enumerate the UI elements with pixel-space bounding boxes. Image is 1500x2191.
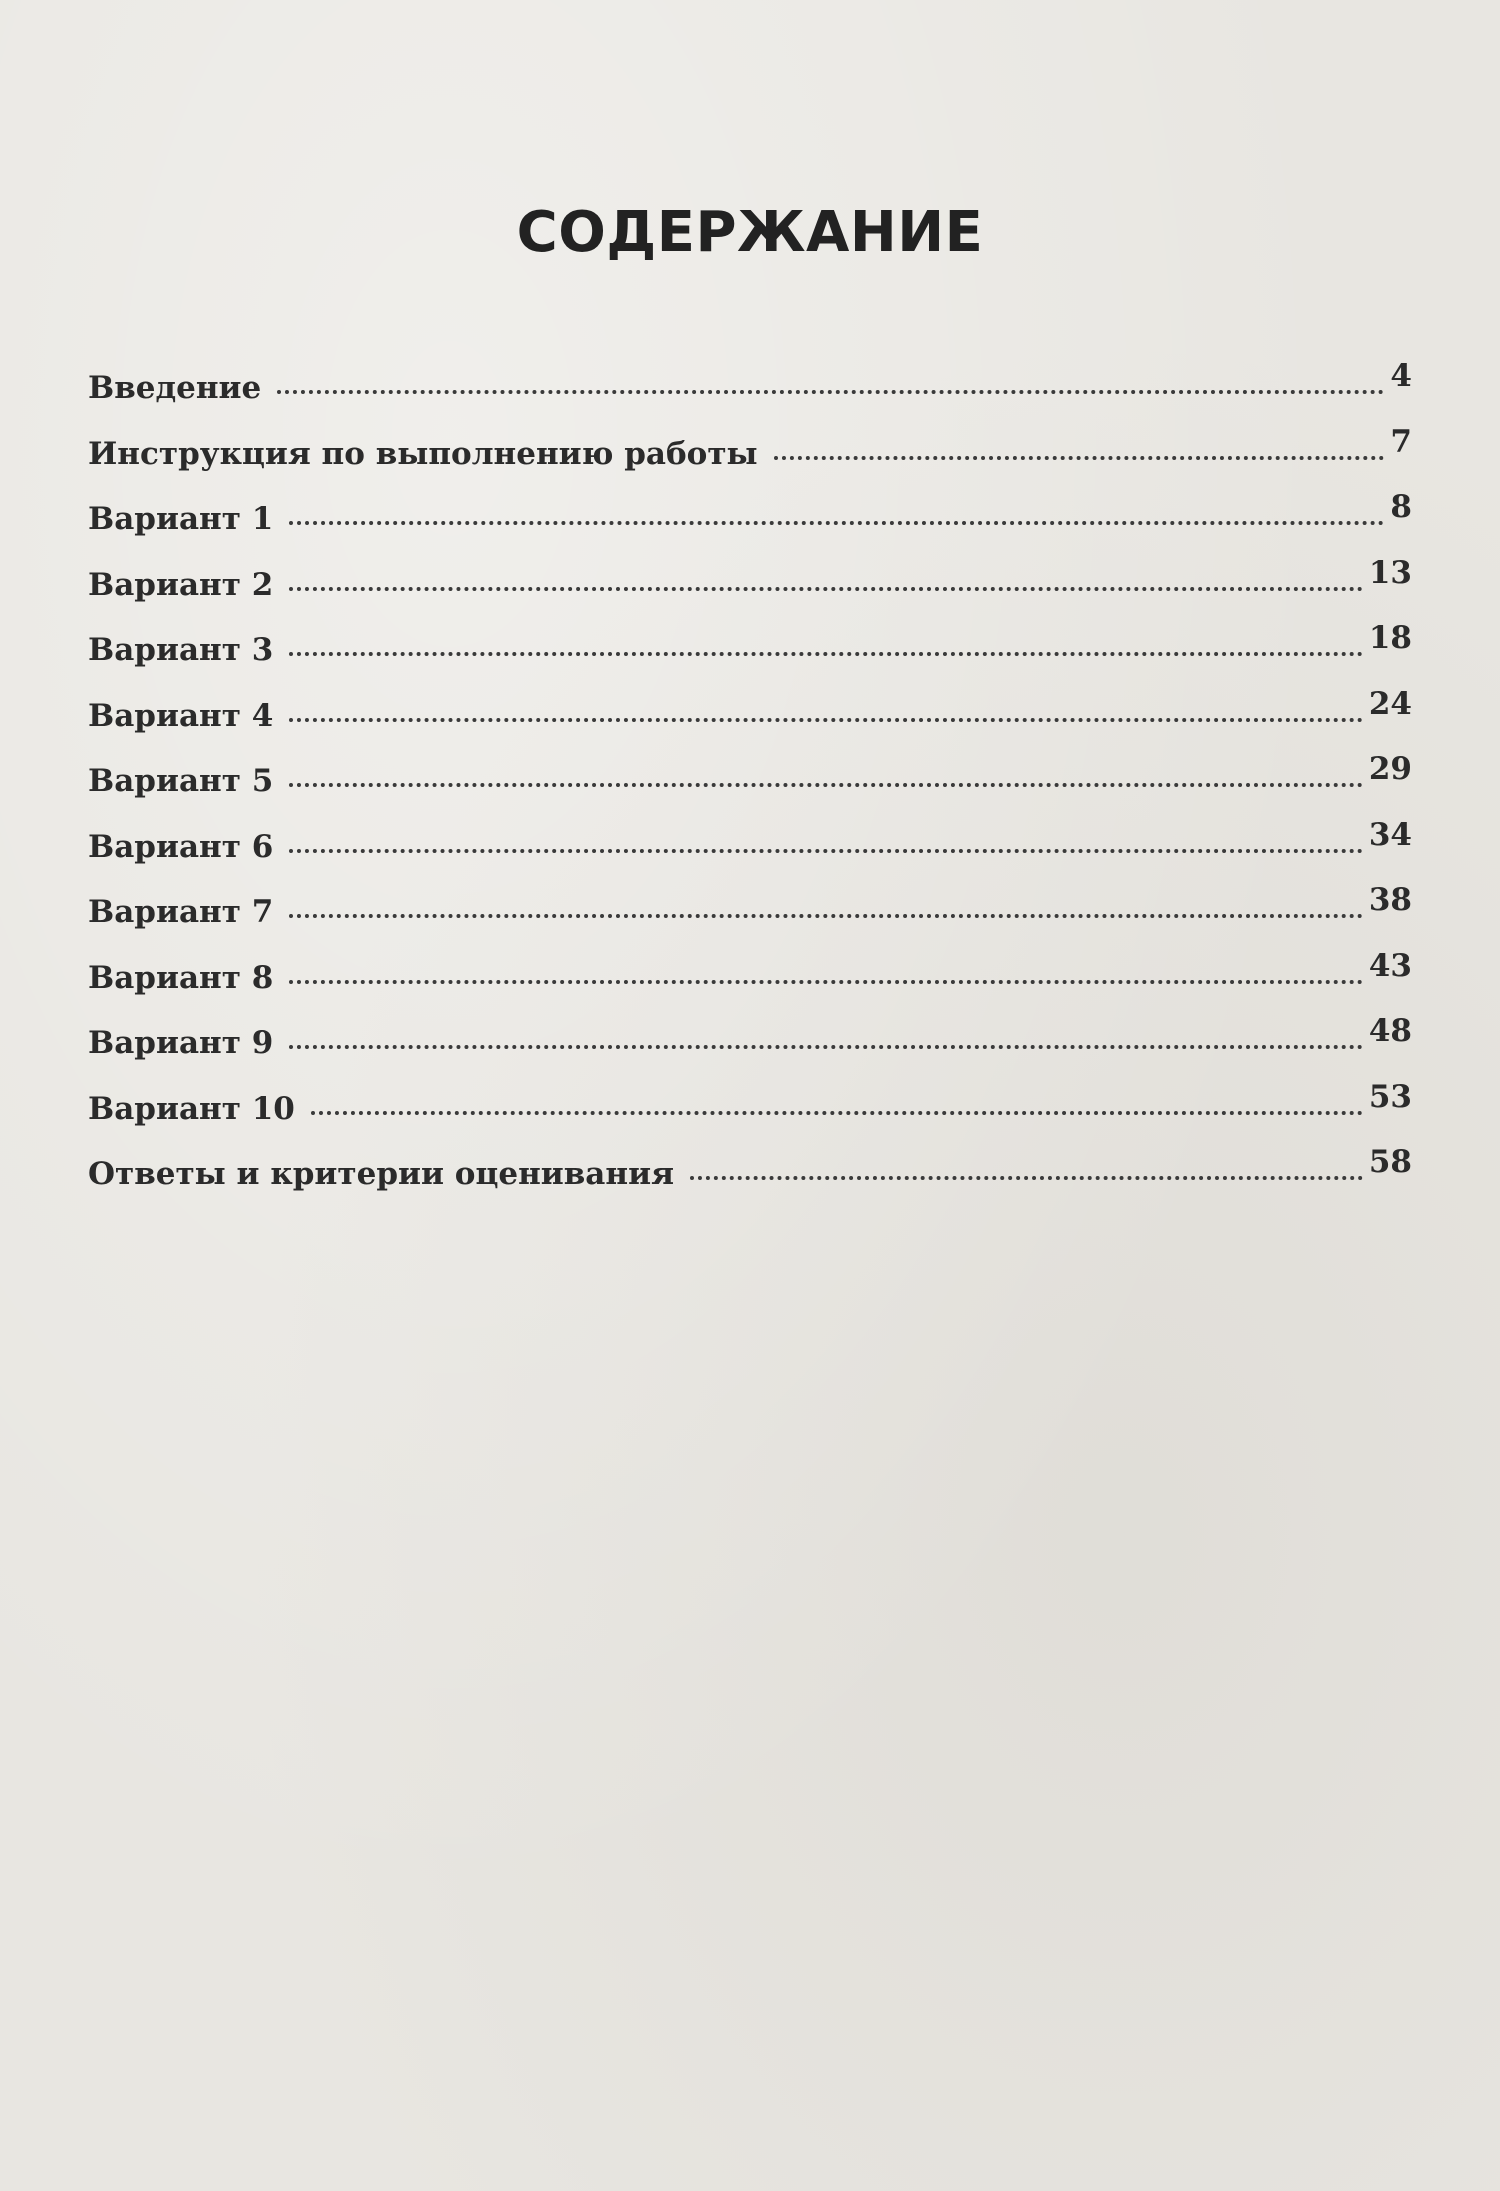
toc-entry <box>88 1013 1412 1091</box>
dot-leader <box>774 456 1385 460</box>
dot-leader <box>311 1111 1363 1115</box>
toc-entry-label: Вариант 9 <box>88 1025 274 1061</box>
toc-entry-label: Вариант 10 <box>88 1090 295 1127</box>
toc-entry-label: Вариант 4 <box>88 697 274 734</box>
toc-entry-label: Вариант 8 <box>88 959 274 996</box>
toc-entry-label: Вариант 2 <box>88 566 274 603</box>
toc-entry <box>88 816 1412 895</box>
dot-leader <box>289 783 1363 787</box>
toc-page-number: 4 <box>1390 358 1412 394</box>
toc-entry <box>88 1144 1412 1222</box>
toc-page-number: 34 <box>1368 816 1412 853</box>
toc-entry-label: Вариант 5 <box>88 763 274 799</box>
dot-leader <box>289 914 1363 918</box>
toc-entry-label: Ответы и критерии оценивания <box>88 1156 674 1192</box>
toc-page-number: 53 <box>1368 1078 1412 1115</box>
toc-entry-label: Вариант 1 <box>88 501 274 537</box>
dot-leader <box>289 1045 1363 1049</box>
toc-page-number: 29 <box>1368 751 1412 787</box>
toc-page-number: 7 <box>1390 423 1412 460</box>
table-of-contents <box>88 358 1412 1222</box>
toc-entry-label: Вариант 3 <box>88 632 274 668</box>
toc-page-number: 24 <box>1368 685 1412 722</box>
toc-page-number: 48 <box>1368 1013 1412 1049</box>
toc-entry <box>88 751 1412 829</box>
dot-leader <box>289 718 1363 722</box>
toc-entry-label: Вариант 6 <box>88 828 274 865</box>
toc-entry-label: Введение <box>88 370 262 406</box>
toc-entry <box>88 1078 1412 1157</box>
dot-leader <box>289 980 1363 984</box>
dot-leader <box>289 521 1384 525</box>
toc-entry <box>88 358 1412 436</box>
toc-entry <box>88 620 1412 698</box>
toc-entry-label: Инструкция по выполнению работы <box>88 435 758 472</box>
page-title: СОДЕРЖАНИЕ <box>516 200 984 265</box>
toc-entry-label: Вариант 7 <box>88 894 274 930</box>
toc-page-number: 8 <box>1390 489 1412 525</box>
dot-leader <box>277 390 1384 394</box>
toc-entry <box>88 882 1412 960</box>
toc-entry <box>88 423 1412 502</box>
toc-entry <box>88 947 1412 1026</box>
toc-entry <box>88 554 1412 633</box>
dot-leader <box>289 849 1363 853</box>
toc-entry <box>88 685 1412 764</box>
dot-leader <box>289 587 1363 591</box>
toc-page-number: 13 <box>1368 554 1412 591</box>
toc-page-number: 18 <box>1368 620 1412 656</box>
toc-page-number: 38 <box>1368 882 1412 918</box>
dot-leader <box>289 652 1363 656</box>
toc-page-number: 58 <box>1368 1144 1412 1180</box>
toc-page-number: 43 <box>1368 947 1412 984</box>
dot-leader <box>690 1176 1363 1180</box>
toc-entry <box>88 489 1412 567</box>
